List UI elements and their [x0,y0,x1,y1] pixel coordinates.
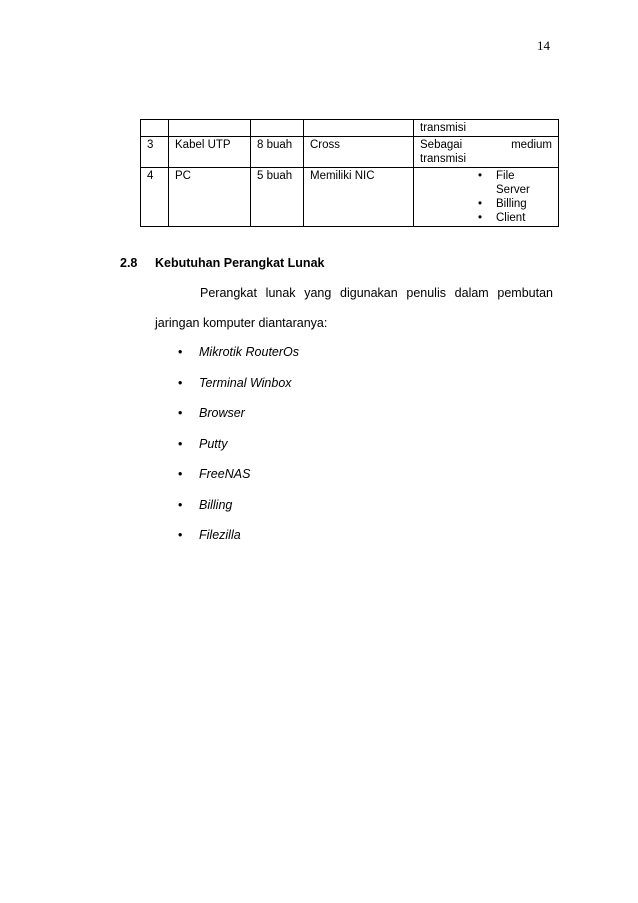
list-item [178,437,299,468]
hardware-table [140,119,559,227]
table-cell-name: PC [169,168,251,227]
list-item [178,376,299,407]
list-item: • File [420,169,552,183]
section-number: 2.8 [120,256,138,270]
page-number: 14 [537,38,550,53]
list-item-text: Terminal Winbox [199,375,292,390]
table-cell-qty: 8 buah [251,137,304,168]
bullet-icon: • [178,406,183,420]
table-cell-name [169,120,251,137]
table-row [141,120,559,137]
list-item-text: Browser [199,406,245,420]
bullet-icon: • [178,467,183,481]
list-item [178,406,299,437]
function-line-justified [420,138,552,152]
list-item [178,528,299,559]
list-item: • Billing [420,197,552,211]
list-item [178,345,299,376]
list-item-text: Putty [199,436,228,451]
table-cell-spec: Cross [304,137,414,168]
list-item-continuation: Server [496,184,530,196]
table-cell-qty: 5 buah [251,168,304,227]
list-item-text: Billing [199,497,233,512]
section-title: Kebutuhan Perangkat Lunak [155,256,325,270]
table-row [141,137,559,168]
list-item-text: Filezilla [199,528,241,542]
table-cell-qty [251,120,304,137]
list-item [178,467,299,498]
paragraph-line: Perangkat lunak yang digunakan penulis dalam pembutan [200,286,553,300]
table-cell-no: 4 [141,168,169,227]
table-cell-function [414,168,559,227]
bullet-icon: • [178,345,183,359]
bullet-icon: • [178,375,183,390]
bullet-icon: • [178,436,183,451]
table-cell-no: 3 [141,137,169,168]
table-row [141,168,559,227]
paragraph-line: jaringan komputer diantaranya: [155,316,328,330]
list-item-text: FreeNAS [199,467,251,481]
table-cell-spec: Memiliki NIC [304,168,414,227]
function-line: transmisi [420,122,467,134]
software-list [178,345,299,559]
list-item-text: Mikrotik RouterOs [199,345,300,359]
function-word: medium [511,139,552,151]
function-line: transmisi [420,153,467,165]
table-cell-spec [304,120,414,137]
table-cell-no [141,120,169,137]
bullet-icon: • [178,497,183,512]
section-heading [120,256,324,270]
list-item: • Client [420,211,552,225]
table-cell-name: Kabel UTP [169,137,251,168]
function-list [420,169,552,225]
list-item [178,498,299,529]
function-word: Sebagai [420,139,463,151]
bullet-icon: • [178,528,183,542]
table-cell-function [414,137,559,168]
table-cell-function [414,120,559,137]
